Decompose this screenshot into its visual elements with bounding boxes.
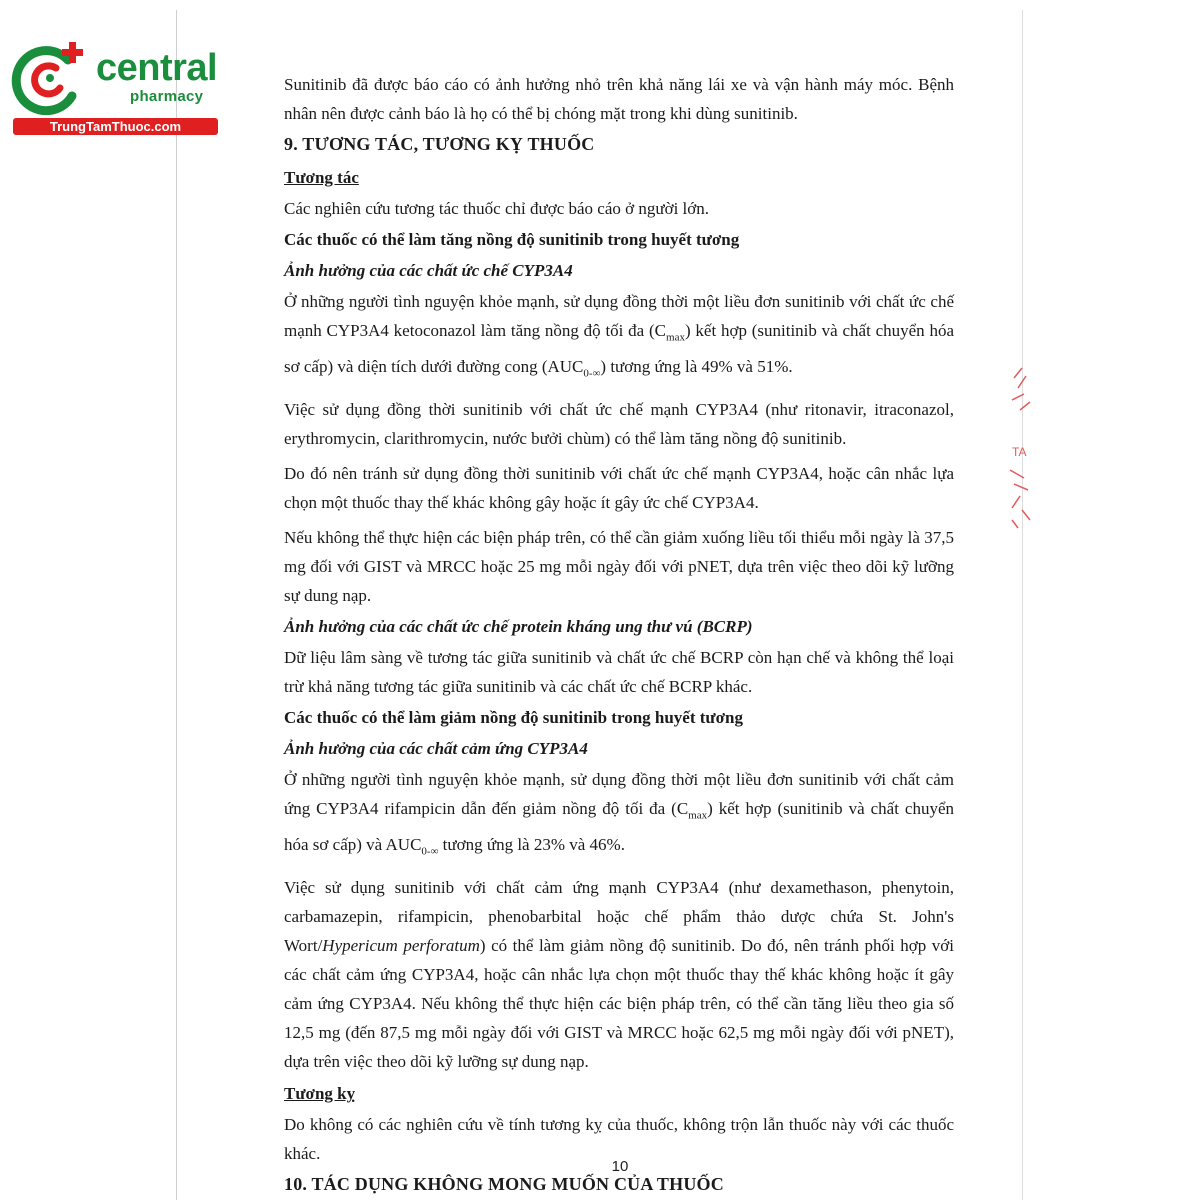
paragraph-bcrp: Dữ liệu lâm sàng về tương tác giữa sunitinib và chất ức chế BCRP còn hạn chế và không thể loại trừ khả năng tương tác giữa sunitinib và các chất ức chế BCRP khác. bbox=[284, 647, 954, 696]
italic-heading-cyp3a4-inducers: Ảnh hưởng của các chất cảm ứng CYP3A4 bbox=[284, 738, 588, 758]
svg-text:TA: TA bbox=[1012, 445, 1027, 459]
subheading-interactions: Tương tác bbox=[284, 168, 359, 187]
logo-banner: TrungTamThuoc.com bbox=[13, 118, 218, 135]
document-body bbox=[284, 70, 954, 1203]
bold-heading-decrease: Các thuốc có thể làm giảm nồng độ sunitinib trong huyết tương bbox=[284, 707, 743, 727]
stamp-fragment-icon bbox=[1000, 360, 1040, 530]
paragraph-incompatibility: Do không có các nghiên cứu về tính tương kỵ của thuốc, không trộn lẫn thuốc này với các thuốc khác. bbox=[284, 1114, 954, 1163]
paragraph-rifampicin: Ở những người tình nguyện khỏe mạnh, sử dụng đồng thời một liều đơn sunitinib với chất cảm ứng CYP3A4 rifampicin dẫn đến giảm nồng độ tối đa $(C_{max})$ kết hợp (sunitinib và chất chuyển hóa sơ cấp) và $AUC_{0-\infty}$ tương ứng là 23% và 46%. bbox=[284, 769, 954, 858]
paragraph-strong-inducers: Việc sử dụng sunitinib với chất cảm ứng mạnh CYP3A4 (như dexamethason, phenytoin, carbamazepin, rifampicin, phenobarbital hoặc chế phẩm thảo dược chứa St. John's Wort/Hypericum perforatum) có thể làm giảm nồng độ sunitinib. Do đó, nên tránh phối hợp với các chất cảm ứng CYP3A4, hoặc cân nhắc lựa chọn một thuốc thay thế khác không hoặc ít gây cảm ứng CYP3A4. Nếu không thể thực hiện các biện pháp trên, có thể cần tăng liều theo gia số 12,5 mg (đến 87,5 mg mỗi ngày đối với GIST và MRCC hoặc 62,5 mg mỗi ngày đối với pNET), dựa trên việc theo dõi kỹ lưỡng sự dung nạp. bbox=[284, 877, 955, 1071]
paragraph-interaction-studies: Các nghiên cứu tương tác thuốc chỉ được báo cáo ở người lớn. bbox=[284, 199, 709, 218]
central-pharmacy-logo[interactable] bbox=[10, 38, 218, 138]
section-heading-10: 10. TÁC DỤNG KHÔNG MONG MUỐN CỦA THUỐC bbox=[284, 1173, 724, 1194]
pharmacy-cross-icon bbox=[10, 38, 90, 118]
subheading-incompatibility: Tương kỵ bbox=[284, 1083, 356, 1103]
page-edge-left bbox=[176, 10, 177, 1200]
paragraph-avoid-inhibitors: Do đó nên tránh sử dụng đồng thời sunitinib với chất ức chế mạnh CYP3A4, hoặc cân nhắc lựa chọn một thuốc thay thế khác không gây hoặc ít gây ức chế CYP3A4. bbox=[284, 463, 954, 512]
logo-subtitle: pharmacy bbox=[130, 88, 204, 105]
paragraph-driving: Sunitinib đã được báo cáo có ảnh hưởng nhỏ trên khả năng lái xe và vận hành máy móc. Bệnh nhân nên được cảnh báo là họ có thể bị chóng mặt trong khi dùng sunitinib. bbox=[284, 75, 954, 123]
paragraph-dose-reduction: Nếu không thể thực hiện các biện pháp trên, có thể cần giảm xuống liều tối thiểu mỗi ngày là 37,5 mg đối với GIST và MRCC hoặc 25 mg mỗi ngày đối với pNET, dựa trên việc theo dõi kỹ lưỡng sự dung nạp. bbox=[284, 527, 954, 605]
section-heading-9: 9. TƯƠNG TÁC, TƯƠNG KỴ THUỐC bbox=[284, 134, 595, 154]
page-edge-right bbox=[1022, 10, 1023, 1200]
paragraph-strong-inhibitors: Việc sử dụng đồng thời sunitinib với chất ức chế mạnh CYP3A4 (như ritonavir, itraconazol, erythromycin, clarithromycin, nước bưởi chùm) có thể làm tăng nồng độ sunitinib. bbox=[284, 399, 954, 448]
italic-heading-bcrp: Ảnh hưởng của các chất ức chế protein kháng ung thư vú (BCRP) bbox=[284, 616, 753, 636]
italic-heading-cyp3a4-inhibitors: Ảnh hưởng của các chất ức chế CYP3A4 bbox=[284, 261, 573, 280]
paragraph-ketoconazol: Ở những người tình nguyện khỏe mạnh, sử dụng đồng thời một liều đơn sunitinib với chất ức chế mạnh CYP3A4 ketoconazol làm tăng nồng độ tối đa $(C_{max})$ kết hợp (sunitinib và chất chuyển hóa sơ cấp) và diện tích dưới đường cong $(AUC_{0-\infty})$ tương ứng là 49% và 51%. bbox=[284, 292, 955, 380]
logo-name: central bbox=[96, 47, 218, 89]
bold-heading-increase: Các thuốc có thể làm tăng nồng độ sunitinib trong huyết tương bbox=[284, 230, 740, 249]
page-number: 10 bbox=[611, 1158, 629, 1175]
